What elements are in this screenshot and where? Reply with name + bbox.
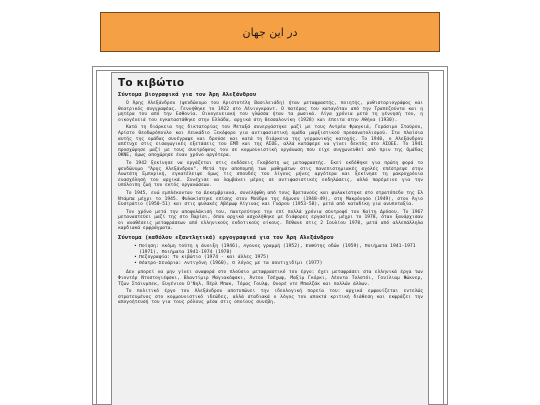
works-heading: Σύντομα (καθόλου εξαντλητικά) εργογραφικά για τον Άρη Αλεξάνδρου <box>118 235 334 242</box>
works-item <box>134 261 423 267</box>
bio-paragraph: Κατά τη διάρκεια της δικτατορίας του Μεταξά συνεργάστηκε μαζί με τους Αντρέα Φραγκιά, Γεράσιμο Σταύρου, Αρίστο Θεοδωρόπουλο και Λευκάδιο Ξεκόφορο για αντιφασιστική ομάδα μαρξιστικού προσανατολισμού. Στα πλαίσια αυτής της ομάδας συνέγραψε και δρούσε και κατά τη διάρκεια της γερμανικής κατοχής. Το 1940, ο Αλεξάνδρου απέτυχε στις εισαγωγικές εξετάσεις του ΕΜΠ και της ΑΣΟΕ, αλλά κατάφερε να γίνει δεκτός στο ΑΣΟΕΕ. Το 1941 προσχώρησε μαζί με τους συντρόφους του σε κομμουνιστική οργάνωση που είχε συγχωνευθεί από πριν της Ομάδας ΟΚΝΕ, όμως αποχώρησε έναν χρόνο αργότερα. <box>118 125 423 159</box>
bullet-icon: • <box>134 255 137 261</box>
page-title: Το κιβώτιο <box>118 77 185 89</box>
works-item-text: Ποίηση: Ακόμη τούτη η άνοιξη (1946), Αγονος γραμμή (1952), Ευθύτης οδών (1959), Ποιήματα 1941-1971 (1971), Ποιήματα 1941-1974 (1978) <box>139 244 416 255</box>
bio-paragraph: Τον χρόνο μετά την αποφυλάκισή του, παντρεύτηκε την επί πολλά χρόνια σύντροφό του Καίτη Δρόσου. Το 1967 μεταναστεύει μαζί της στο Παρίσι, όπου αρχικά ασχολήθηκε με διάφορες εργασίες, μέχρι το 1978, όταν ξανάρχισαν οι αναθέσεις μεταφράσεων από ελληνικούς εκδοτικούς οίκους. Πέθανε στις 2 Ιουλίου 1978, μετά από αλλεπάλληλα καρδιακά εμφράγματα. <box>118 209 423 232</box>
header-banner <box>100 12 440 52</box>
bio-paragraph: Το 1945, ενώ εμπλέκονταν τα Δεκεμβριανά, συνελήφθη από τους Βρετανούς και φυλακίστηκε στο στρατόπεδο της Ελ Ντάμπα μέχρι το 1945. Φυλακίστηκε επίσης στον Μούδρο της Λήμνου (1948-49), στη Μακρόνησο (1949), στον Άγιο Ευστράτιο (1950-51) και στις φυλακές Αβέρωφ Αίγινας και Γυάρου (1953-58), μετά από καταδίκη για ανυποταξία. <box>118 190 423 208</box>
header-title: در این جهان <box>242 25 298 39</box>
works-item <box>134 244 423 255</box>
bio-paragraph: Το 1942 ξεκίνησε να εργάζεται στις εκδόσεις Γκοβόστη ως μεταφραστής. Εκεί εκδόθηκε για πρώτη φορά το ψευδώνυμο "Άρης Αλεξάνδρου". Μετά την αποπομπή των μαθημάτων στις πανεπιστημιακές σχολές επέστρεψε στην Ανωτάτη Εμπορική, εγκατέλειψε όμως τις σπουδές του λίγους μήνες αργότερα και ξεκίνησε τη μακροχρόνια ενασχόλησή του αρχικά. Συνέχισε να λαμβάνει μέρος σε αντιφασιστικές εκδηλώσεις, αλλά παρέμεινε για την υπόλοιπη ζωή του εκτός οργανώσεων. <box>118 160 423 189</box>
bio-heading: Σύντομα βιογραφικά για τον Άρη Αλεξάνδρου <box>118 92 257 98</box>
closing-paragraph: Το πολιτικό έργο του Αλεξάνδρου αποτυπώνει την ιδεολογική πορεία του: αρχικά εμφανίζεται εντελώς στρατευμένος στο κομμουνιστικό ιδεώδες, αλλά σταδιακά ο λόγος του αποκτά κριτική διάθεση και εκφράζει την απογοήτευσή του για τους ρόλους μέσα στις οποίους συνέβη. <box>118 289 423 306</box>
works-item-text: Πεζογραφία: Το κιβώτιο (1974 - και άλλες 1975) <box>139 255 269 261</box>
bullet-icon: • <box>134 244 137 250</box>
bio-paragraph: Ο Άρης Αλεξάνδρου (ψευδώνυμο του Αριστοτέλη Βασιλειάδη) ήταν μεταφραστής, ποιητής, μυθιστοριογράφος και θεατρικός συγγραφέας. Γεννήθηκε το 1922 στο Λένινγκραντ. Ο πατέρας του καταγόταν από την Τραπεζούντα και η μητέρα του από την Εσθονία. Οικογενειακή του γλώσσα ήταν τα ρωσικά. Λίγα χρόνια μετά τη γέννησή του, η οικογένειά του εγκαταστάθηκε στην Ελλάδα, αρχικά στη Θεσσαλονίκη (1928) και έπειτα στην Αθήνα (1930). <box>118 101 423 123</box>
article-content <box>111 72 429 405</box>
bullet-icon: • <box>134 260 137 266</box>
closing-paragraph: Δεν μπορεί να μην γίνει αναφορά στο πλούσιο μεταφραστικό του έργο: έχει μεταφράσει στα ελληνικά έργα των Φιοντόρ Ντοστογιέφσκι, Βλαντίμιρ Μαγιακόφσκι, Άντον Τσέχωφ, Μαξίμ Γκόρκι, Λέοντα Τολστόι, Γουίλιαμ Φώκνερ, Τζων Στάινμπεκ, Ευγένιου Ο'Νηλ, Πέρλ Μπακ, Τόμας Γουλφ, Ονορέ ντε Μπαλζάκ και πολλών άλλων. <box>118 270 423 287</box>
works-list <box>118 244 423 266</box>
works-item-text: Θέατρο-Σενάρια: Αντιγόνη (1960), Ο λόγος με τα σουτιχιδίμι (1977) <box>139 260 323 266</box>
